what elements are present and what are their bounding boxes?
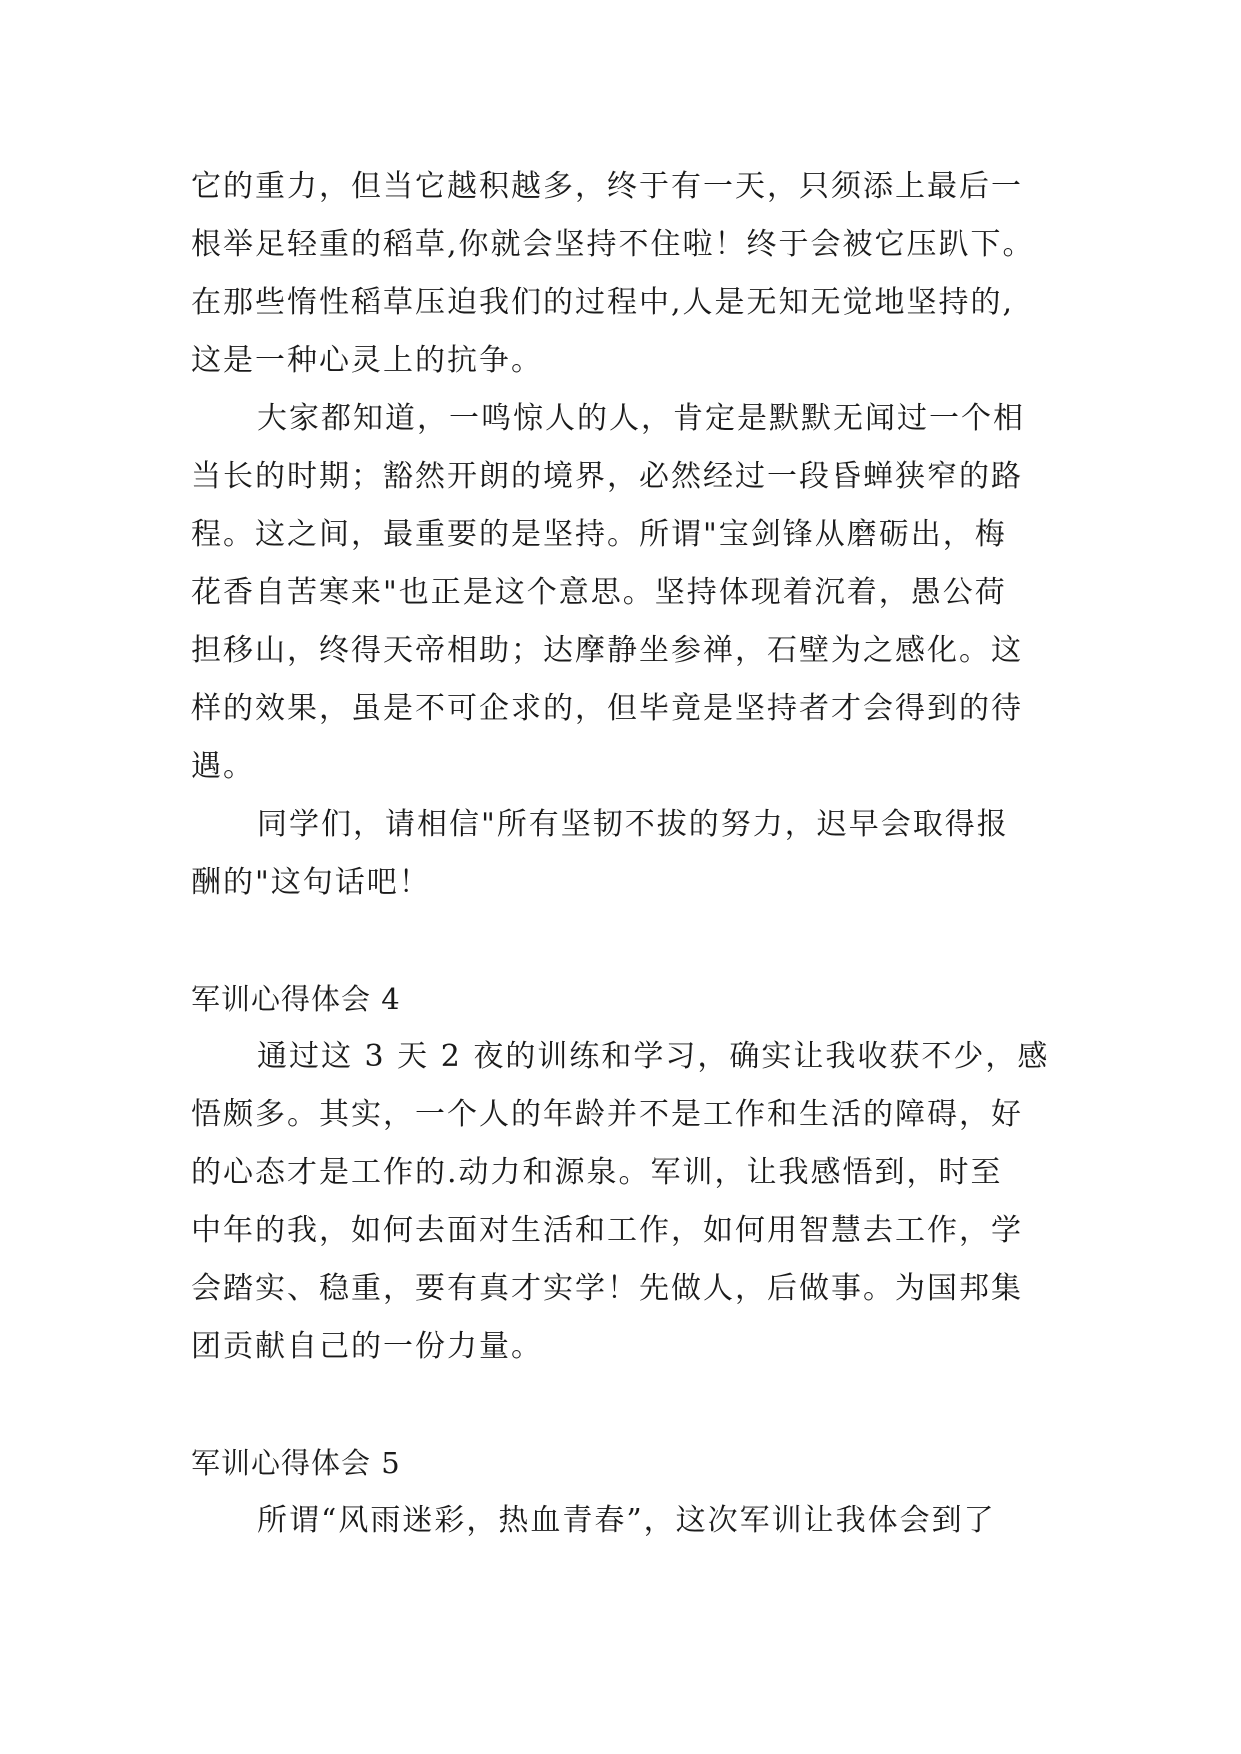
text-line: 样的效果，虽是不可企求的，但毕竟是坚持者才会得到的待 [191, 691, 1023, 726]
text-line: 担移山，终得天帝相助；达摩静坐参禅，石壁为之感化。这 [191, 633, 1023, 668]
text-line: 程。这之间，最重要的是坚持。所谓"宝剑锋从磨砺出，梅 [191, 517, 1007, 552]
text-line: 同学们，请相信"所有坚韧不拔的努力，迟早会取得报 [257, 807, 1009, 842]
text-line: 的心态才是工作的.动力和源泉。军训，让我感悟到，时至 [191, 1155, 1003, 1190]
text-line: 通过这 3 天 2 夜的训练和学习，确实让我收获不少，感 [257, 1039, 1050, 1074]
text-line: 会踏实、稳重，要有真才实学！先做人，后做事。为国邦集 [191, 1271, 1023, 1306]
text-line: 它的重力，但当它越积越多，终于有一天，只须添上最后一 [191, 169, 1023, 204]
paragraph-believe [191, 796, 1091, 912]
paragraph-gravity [191, 158, 1091, 390]
text-line: 在那些惰性稻草压迫我们的过程中,人是无知无觉地坚持的, [191, 285, 1015, 320]
section-gap [191, 1376, 1091, 1434]
document-body [191, 158, 1091, 1550]
section-heading: 军训心得体会 5 [191, 1446, 401, 1480]
text-line: 悟颇多。其实，一个人的年龄并不是工作和生活的障碍，好 [191, 1097, 1023, 1132]
text-line: 根举足轻重的稻草,你就会坚持不住啦！终于会被它压趴下。 [191, 227, 1035, 262]
text-line: 中年的我，如何去面对生活和工作，如何用智慧去工作，学 [191, 1213, 1023, 1248]
paragraph-persistence [191, 390, 1091, 796]
text-line: 当长的时期；豁然开朗的境界，必然经过一段昏蝉狭窄的路 [191, 459, 1023, 494]
text-line: 花香自苦寒来"也正是这个意思。坚持体现着沉着，愚公荷 [191, 575, 1007, 610]
text-line: 这是一种心灵上的抗争。 [191, 343, 543, 378]
text-line: 酬的"这句话吧！ [191, 865, 431, 900]
text-line: 大家都知道，一鸣惊人的人，肯定是默默无闻过一个相 [257, 401, 1025, 436]
section-gap [191, 912, 1091, 970]
section-experience-4 [191, 970, 1091, 1376]
section-experience-5 [191, 1434, 1091, 1550]
section-heading: 军训心得体会 4 [191, 982, 401, 1016]
text-line: 团贡献自己的一份力量。 [191, 1329, 543, 1364]
text-line: 所谓“风雨迷彩，热血青春”，这次军训让我体会到了 [257, 1503, 996, 1538]
text-line: 遇。 [191, 749, 255, 784]
